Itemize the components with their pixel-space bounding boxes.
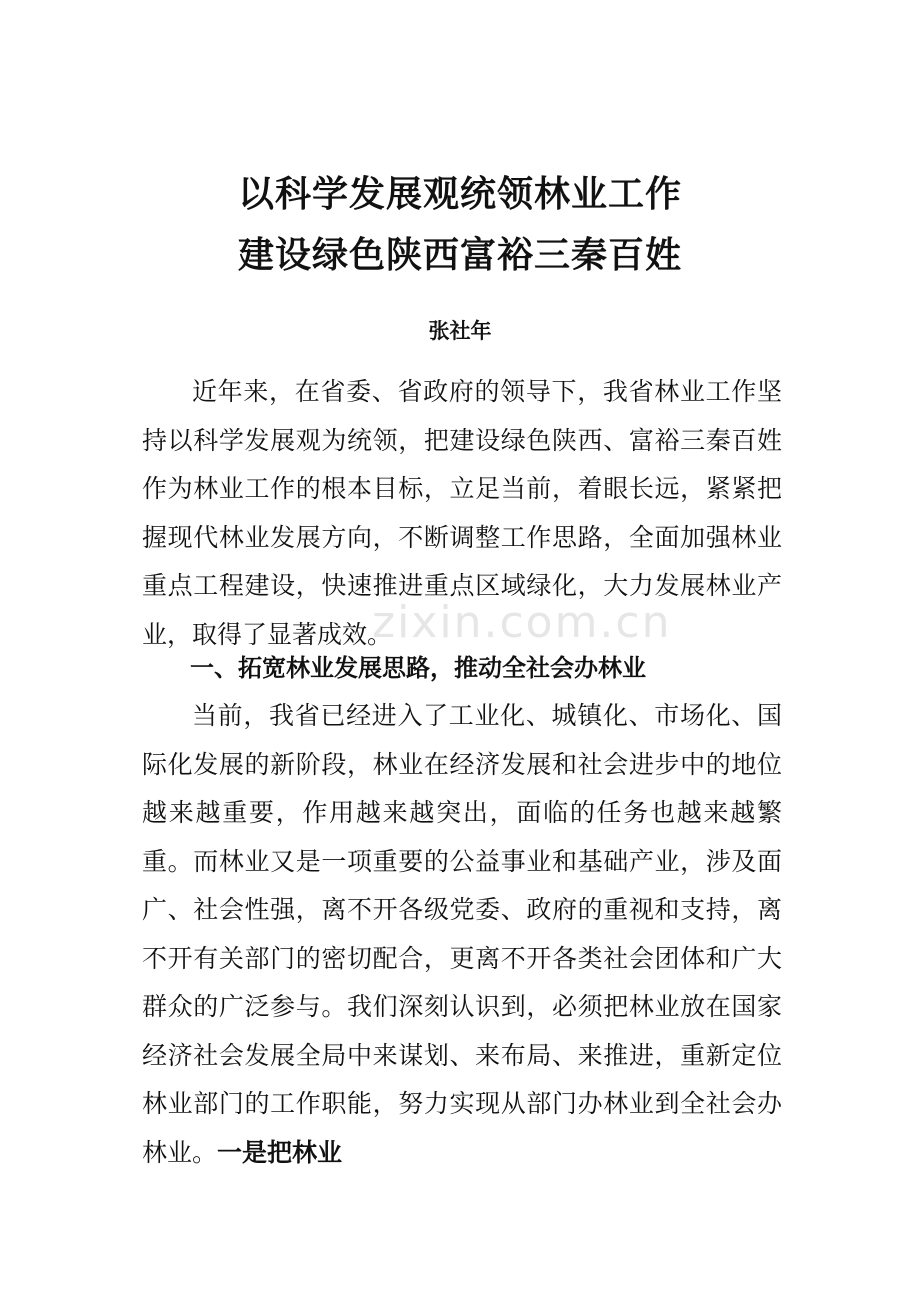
watermark: zixin.com.cn (372, 597, 672, 648)
section-1-paragraph (142, 692, 782, 1177)
section-1-paragraph-text: 当前，我省已经进入了工业化、城镇化、市场化、国际化发展的新阶段，林业在经济发展和社会进步中的地位越来越重要，作用越来越突出，面临的任务也越来越繁重。而林业又是一项重要的公益事业和基础产业，涉及面广、社会性强，离不开各级党委、政府的重视和支持，离不开有关部门的密切配合，更离不开各类社会团体和广大群众的广泛参与。我们深刻认识到，必须把林业放在国家经济社会发展全局中来谋划、来布局、来推进，重新定位林业部门的工作职能，努力实现从部门办林业到全社会办林业。 (142, 701, 782, 1167)
intro-paragraph: 近年来，在省委、省政府的领导下，我省林业工作坚持以科学发展观为统领，把建设绿色陕西、富裕三秦百姓作为林业工作的根本目标，立足当前，着眼长远，紧紧把握现代林业发展方向，不断调整工作思路，全面加强林业重点工程建设，快速推进重点区域绿化，大力发展林业产业，取得了显著成效。 (142, 377, 782, 649)
document-title-line-1: 以科学发展观统领林业工作 (237, 174, 682, 215)
section-1-heading: 一、拓宽林业发展思路，推动全社会办林业 (190, 654, 646, 682)
document-title-line-2: 建设绿色陕西富裕三秦百姓 (237, 235, 682, 276)
section-1-paragraph-bold-lead: 一是把林业 (217, 1137, 343, 1167)
author-name: 张社年 (428, 319, 492, 343)
